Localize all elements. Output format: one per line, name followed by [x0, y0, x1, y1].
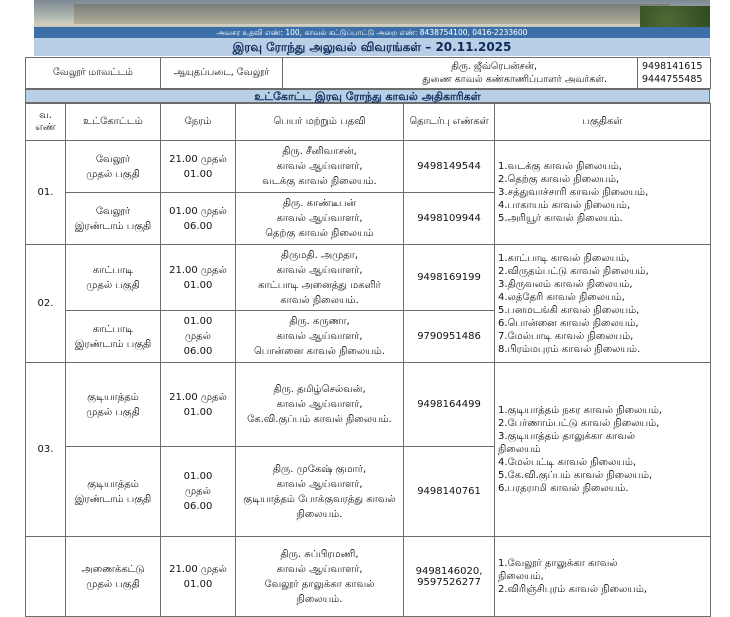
time-line: 01.00	[183, 279, 213, 291]
officer-line: தெற்கு காவல் நிலையம்	[265, 228, 374, 239]
area-item: நிலையம்,	[498, 571, 544, 582]
time-cell	[161, 311, 236, 363]
time-line: 21.00 முதல்	[169, 563, 227, 575]
officer-line: காவல் ஆய்வாளர்,	[276, 563, 363, 575]
area-item: 5.பனமடங்கி காவல் நிலையம்,	[498, 304, 640, 316]
subdivision-line: முதல் பகுதி	[86, 578, 140, 590]
officer-cell	[236, 193, 404, 245]
area-item: 2.விருதம்பட்டு காவல் நிலையம்,	[498, 265, 649, 277]
phone-number: 9597526277	[417, 576, 481, 588]
time-cell	[161, 193, 236, 245]
phone-number: 9444755485	[642, 74, 703, 85]
officer-line: கே.வி.குப்பம் காவல் நிலையம்.	[247, 414, 392, 425]
serial-number: 02.	[26, 245, 66, 363]
officer-line: காட்பாடி அனைத்து மகளிர்	[258, 279, 381, 291]
officer-line: திரு. காண்டீபன்	[282, 198, 357, 209]
phone-cell	[404, 311, 495, 363]
phone-cell	[404, 141, 495, 193]
area-item: 4.மேல்பட்டி காவல் நிலையம்,	[498, 457, 637, 468]
section-title: உட்கோட்ட இரவு ரோந்து காவல் அதிகாரிகள்	[25, 89, 710, 103]
officer-cell	[236, 537, 404, 617]
officer-name: திரு. ஜீவ்ரெபன்சன்,	[451, 61, 537, 72]
subdivision-line: குடியாத்தம்	[87, 478, 139, 490]
col-subdivision: உட்கோட்டம்	[66, 104, 161, 141]
serial-number: 03.	[26, 363, 66, 537]
subdivision-cell: ஆயுதப்படை, வேலூர்	[161, 58, 283, 89]
area-item: 4.லத்தேரி காவல் நிலையம்,	[498, 291, 625, 303]
subdivision-line: அணைக்கட்டு	[81, 563, 145, 575]
table-row	[26, 245, 711, 311]
page-title: இரவு ரோந்து அலுவல் விவரங்கள் – 20.11.2025	[34, 38, 710, 56]
area-item: 6.பரதராமி காவல் நிலையம்.	[498, 483, 629, 494]
officer-line: வடக்கு காவல் நிலையம்.	[262, 176, 377, 187]
time-line: 06.00	[183, 346, 213, 357]
time-line: முதல்	[185, 331, 211, 342]
time-cell	[161, 447, 236, 537]
phone-cell	[638, 58, 711, 89]
area-item: 1.காட்பாடி காவல் நிலையம்,	[498, 252, 630, 264]
time-line: 01.00	[183, 471, 213, 482]
subdivision-cell	[66, 311, 161, 363]
phone-number: 9498109944	[417, 213, 481, 224]
officer-line: காவல் ஆய்வாளர்,	[276, 161, 363, 172]
time-line: 01.00 முதல்	[169, 205, 227, 217]
officer-line: பொன்னை காவல் நிலையம்.	[253, 346, 385, 357]
area-item: 5.அரியூர் காவல் நிலையம்.	[498, 213, 623, 224]
time-cell	[161, 245, 236, 311]
subdivision-line: வேலூர்	[95, 153, 131, 165]
header-banner	[34, 0, 710, 38]
time-line: 01.00	[183, 168, 213, 180]
officer-cell	[236, 363, 404, 447]
area-item: 4.பாகாயம் காவல் நிலையம்,	[498, 200, 631, 211]
officer-line: காவல் ஆய்வாளர்,	[276, 213, 363, 224]
time-line: 06.00	[183, 220, 213, 232]
area-item: 3.குடியாத்தம் தாலுக்கா காவல்	[498, 431, 636, 442]
officer-line: நிலையம்.	[296, 593, 343, 605]
supervisor-table	[25, 57, 711, 89]
officer-designation: துணை காவல் கண்காணிப்பாளர் அவர்கள்.	[422, 74, 607, 85]
officer-cell	[236, 311, 404, 363]
subdivision-line: இரண்டாம் பகுதி	[74, 338, 152, 350]
area-item: 3.திருவலம் காவல் நிலையம்,	[498, 278, 633, 290]
subdivision-cell	[66, 537, 161, 617]
time-line: முதல்	[185, 486, 211, 497]
time-cell	[161, 141, 236, 193]
phone-cell	[404, 537, 495, 617]
subdivision-line: காட்பாடி	[92, 323, 134, 335]
area-item: 1.குடியாத்தம் நகர காவல் நிலையம்,	[498, 405, 663, 416]
phone-number: 9498140761	[417, 486, 481, 497]
subdivision-line: காட்பாடி	[92, 264, 134, 276]
table-row	[26, 141, 711, 193]
time-line: 06.00	[183, 501, 213, 512]
time-line: 21.00 முதல்	[169, 391, 227, 403]
time-cell	[161, 537, 236, 617]
fort-image	[74, 4, 670, 24]
officer-line: காவல் ஆய்வாளர்,	[276, 331, 363, 342]
time-line: 01.00	[183, 316, 213, 327]
col-name: பெயர் மற்றும் பதவி	[236, 104, 404, 141]
area-item: 2.பேர்ணாம்பட்டு காவல் நிலையம்,	[498, 418, 660, 429]
officer-line: காவல் ஆய்வாளர்,	[276, 399, 363, 410]
col-phone: தொடர்பு எண்கள்	[404, 104, 495, 141]
area-item: 5.கே.வி.குப்பம் காவல் நிலையம்,	[498, 470, 653, 481]
officer-line: திருமதி. அமுதா,	[280, 249, 359, 261]
area-item: 6.பொன்னை காவல் நிலையம்,	[498, 317, 639, 329]
areas-cell	[495, 141, 711, 245]
phone-number: 9790951486	[417, 331, 481, 342]
areas-cell	[495, 245, 711, 363]
subdivision-cell	[66, 363, 161, 447]
area-item: 3.சத்துவாச்சாரி காவல் நிலையம்,	[498, 187, 649, 198]
subdivision-line: முதல் பகுதி	[86, 279, 140, 291]
phone-cell	[404, 363, 495, 447]
area-item: 8.பிரம்மபுரம் காவல் நிலையம்.	[498, 343, 641, 355]
table-row	[26, 537, 711, 617]
officer-line: காவல் ஆய்வாளர்,	[276, 478, 363, 490]
subdivision-cell	[66, 193, 161, 245]
phone-number: 9498164499	[417, 399, 481, 410]
subdivision-cell	[66, 245, 161, 311]
officer-line: வேலூர் தாலுக்கா காவல்	[264, 578, 375, 590]
area-item: 1.வடக்கு காவல் நிலையம்,	[498, 161, 622, 172]
phone-number: 9498146020,	[415, 565, 483, 577]
patrol-table	[25, 103, 711, 617]
areas-cell	[495, 537, 711, 617]
col-areas: பகுதிகள்	[495, 104, 711, 141]
col-time: நேரம்	[161, 104, 236, 141]
phone-number: 9498169199	[417, 272, 481, 283]
area-item: 2.விரிஞ்சிபுரம் காவல் நிலையம்,	[498, 584, 648, 595]
officer-line: திரு. கருணா,	[289, 316, 350, 327]
subdivision-line: இரண்டாம் பகுதி	[74, 493, 152, 505]
phone-cell	[404, 447, 495, 537]
header-row	[26, 104, 711, 141]
officer-cell	[236, 245, 404, 311]
officer-line: நிலையம்.	[296, 508, 343, 520]
time-line: 01.00	[183, 406, 213, 418]
district-cell: வேலூர் மாவட்டம்	[26, 58, 161, 89]
phone-cell	[404, 245, 495, 311]
subdivision-line: முதல் பகுதி	[86, 406, 140, 418]
area-item: 1.வேலூர் தாலுக்கா காவல்	[498, 558, 618, 569]
subdivision-line: முதல் பகுதி	[86, 168, 140, 180]
time-line: 21.00 முதல்	[169, 153, 227, 165]
officer-line: திரு. தமிழ்செல்வன்,	[273, 384, 366, 395]
area-item: நிலையம்	[498, 444, 541, 455]
subdivision-line: இரண்டாம் பகுதி	[74, 220, 152, 232]
subdivision-line: வேலூர்	[95, 205, 131, 217]
officer-line: காவல் நிலையம்.	[280, 294, 359, 306]
serial-number	[26, 537, 66, 617]
table-row	[26, 363, 711, 447]
time-line: 21.00 முதல்	[169, 264, 227, 276]
banner-contact-strip: அவசர உதவி எண்: 100, காவல் கட்டுப்பாட்டு அறை எண்: 8438754100, 0416-2233600	[34, 27, 710, 38]
officer-line: திரு. சுப்பிரமணி,	[280, 548, 359, 560]
officer-line: திரு. முகேஷ் குமார்,	[272, 463, 367, 475]
phone-number: 9498149544	[417, 161, 481, 172]
subdivision-cell	[66, 141, 161, 193]
subdivision-cell	[66, 447, 161, 537]
serial-number: 01.	[26, 141, 66, 245]
officer-line: குடியாத்தம் போக்குவரத்து காவல்	[243, 493, 396, 505]
time-cell	[161, 363, 236, 447]
officer-line: காவல் ஆய்வாளர்,	[276, 264, 363, 276]
phone-number: 9498141615	[642, 61, 703, 72]
officer-cell	[236, 447, 404, 537]
officer-cell	[236, 141, 404, 193]
area-item: 7.மேல்பாடி காவல் நிலையம்,	[498, 330, 634, 342]
col-sno: வ. எண்	[26, 104, 66, 141]
phone-cell	[404, 193, 495, 245]
subdivision-line: குடியாத்தம்	[87, 391, 139, 403]
officer-line: திரு. சீனிவாசன்,	[282, 146, 357, 157]
area-item: 2.தெற்கு காவல் நிலையம்,	[498, 174, 620, 185]
time-line: 01.00	[183, 578, 213, 590]
officer-cell	[283, 58, 638, 89]
areas-cell	[495, 363, 711, 537]
